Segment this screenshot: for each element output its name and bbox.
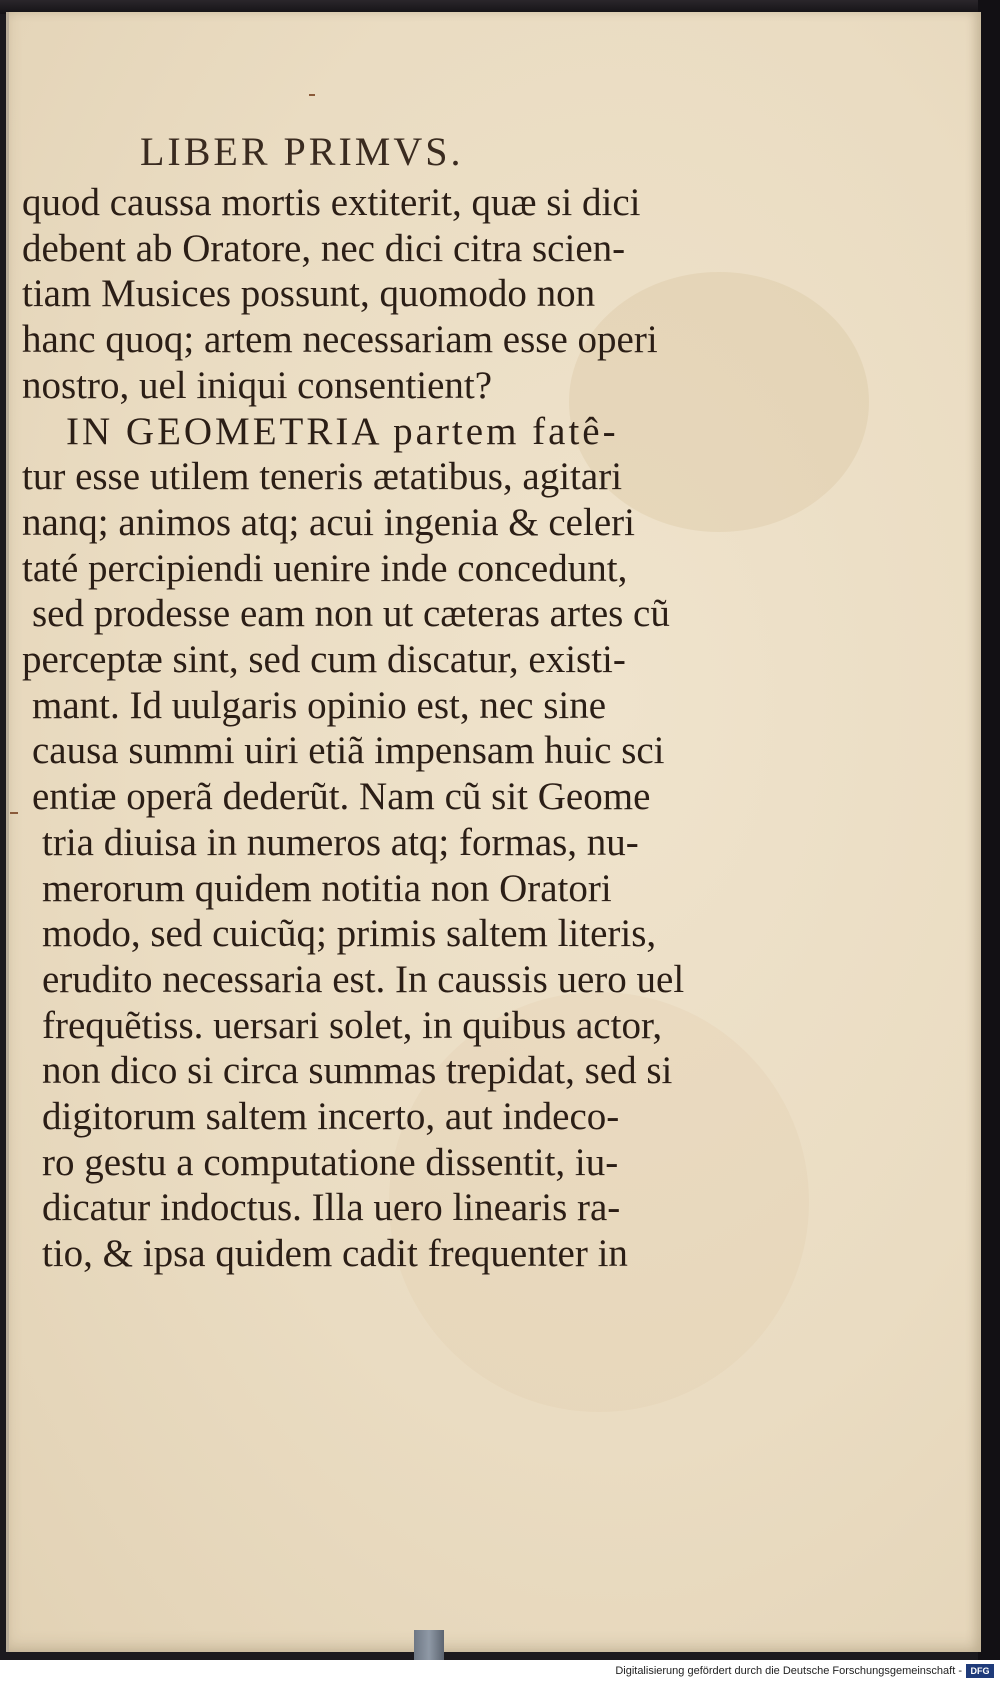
body-text	[22, 180, 685, 1277]
ink-speck	[309, 94, 315, 96]
text-line: digitorum saltem incerto, aut indeco-	[42, 1095, 620, 1139]
text-line: tur esse utilem teneris ætatibus, agitari	[22, 455, 623, 499]
text-line: nostro, uel iniqui consentient?	[22, 363, 493, 407]
text-line: modo, sed cuicũq; primis saltem literis,	[42, 912, 657, 956]
text-line: sed prodesse eam non ut cæteras artes cũ	[32, 592, 670, 636]
text-line: quod caussa mortis extiterit, quæ si dici	[22, 181, 641, 224]
text-line: ro gestu a computatione dissentit, iu-	[42, 1140, 619, 1184]
text-line: non dico si circa summas trepidat, sed si	[42, 1049, 673, 1093]
text-line: entiæ operã dederũt. Nam cũ sit Geome	[32, 775, 651, 819]
text-line: causa summi uiri etiã impensam huic sci	[32, 729, 665, 773]
text-line: tria diuisa in numeros atq; formas, nu-	[42, 820, 639, 864]
text-line: debent ab Oratore, nec dici citra scien-	[22, 226, 626, 270]
text-line: perceptæ sint, sed cum discatur, existi-	[22, 638, 626, 682]
text-line: taté percipiendi uenire inde concedunt,	[22, 546, 628, 590]
text-line: merorum quidem notitia non Oratori	[42, 866, 612, 910]
digitization-credit: Digitalisierung gefördert durch die Deutsche Forschungsgemeinschaft -	[615, 1665, 962, 1677]
text-line: frequẽtiss. uersari solet, in quibus actor,	[42, 1003, 663, 1047]
text-line: erudito necessaria est. In caussis uero uel	[42, 957, 685, 1001]
margin-mark	[10, 812, 18, 814]
text-line: nanq; animos atq; acui ingenia & celeri	[22, 500, 635, 544]
scan-border-right	[978, 0, 1000, 1660]
running-head: LIBER PRIMVS.	[140, 129, 464, 174]
text-line: hanc quoq; artem necessariam esse operi	[22, 318, 658, 362]
dfg-logo: DFG	[966, 1664, 994, 1678]
text-line: dicatur indoctus. Illa uero linearis ra-	[42, 1186, 621, 1230]
text-line: tio, & ipsa quidem cadit frequenter in	[42, 1232, 628, 1276]
text-line: mant. Id uulgaris opinio est, nec sine	[32, 683, 607, 727]
text-line: IN GEOMETRIA partem fatê-	[66, 409, 619, 453]
text-line: tiam Musices possunt, quomodo non	[22, 272, 596, 316]
